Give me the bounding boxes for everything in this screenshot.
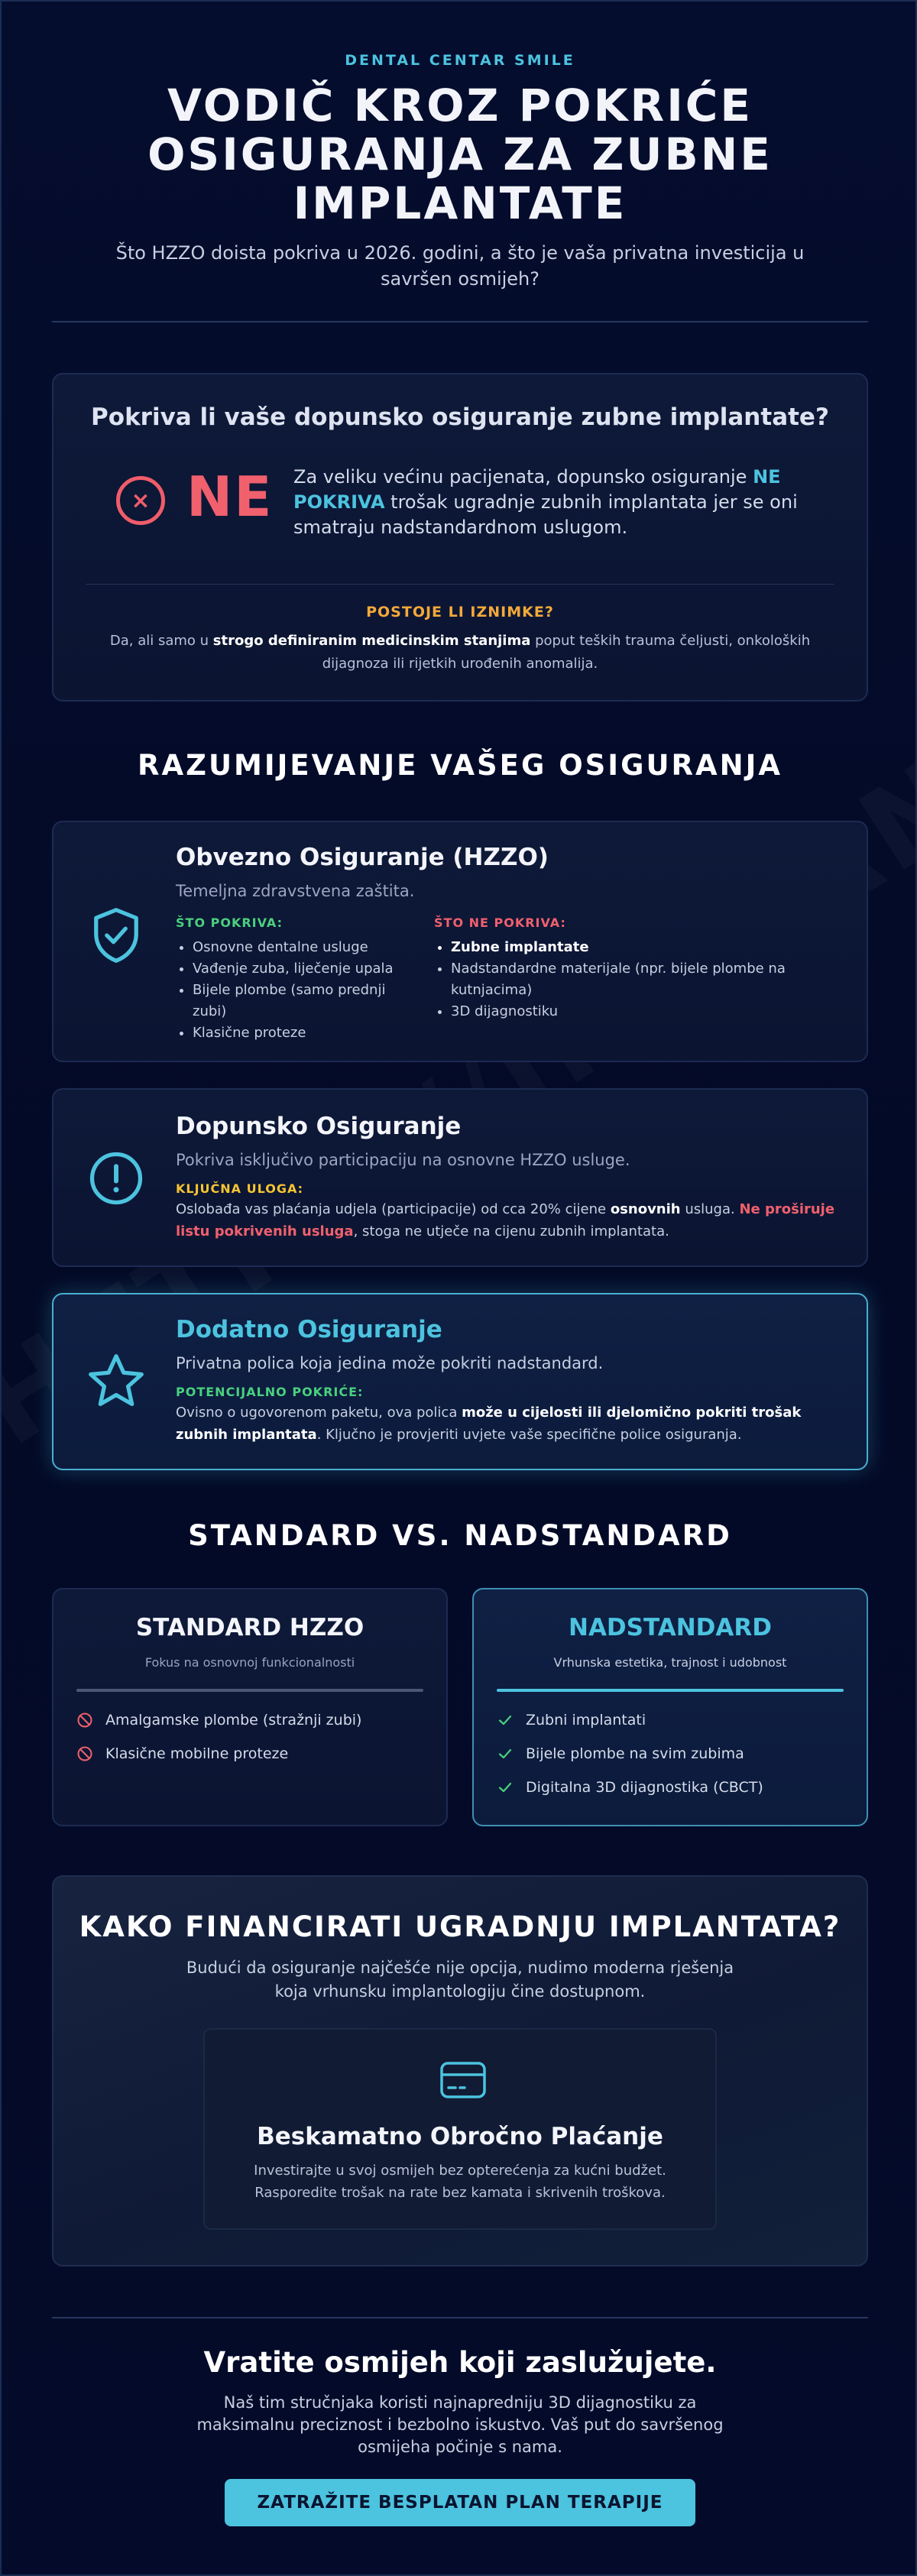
credit-card-icon bbox=[439, 2060, 488, 2100]
standard-item: Amalgamske plombe (stražnji zubi) bbox=[76, 1712, 361, 1729]
ban-icon bbox=[76, 1712, 93, 1729]
standard-subtitle: Fokus na osnovnoj funkcionalnosti bbox=[144, 1655, 355, 1670]
check-icon bbox=[497, 1779, 514, 1796]
alert-circle-icon bbox=[84, 1146, 148, 1210]
additional-description: Ovisno o ugovorenom paketu, ova polica može u cijelosti ili djelomično pokriti trošak zubnih implantata. Ključno je provjeriti uvjete vaše specifične police osiguranja. bbox=[176, 1405, 802, 1443]
supplementary-description: Oslobađa vas plaćanja udjela (participacije) od cca 20% cijene osnovnih usluga. Ne proširuje listu pokrivenih usluga, stoga ne utječe na cijenu zubnih implantata. bbox=[176, 1201, 835, 1239]
coverage-question: Pokriva li vaše dopunsko osiguranje zubne implantate? bbox=[91, 403, 829, 431]
cta-text: Naš tim stručnjaka koristi najnapredniju 3D dijagnostiku za maksimalnu preciznost i bezbolno iskustvo. Vaš put do savršenog osmijeha počinje s nama. bbox=[196, 2393, 724, 2456]
list-item: • Klasične proteze bbox=[193, 1022, 405, 1044]
shield-check-icon bbox=[84, 903, 148, 967]
premium-title: NADSTANDARD bbox=[569, 1614, 772, 1641]
not-covers-column bbox=[434, 912, 839, 1022]
additional-title: Dodatno Osiguranje bbox=[176, 1316, 442, 1343]
covers-column bbox=[176, 912, 405, 1044]
additional-subtitle: Privatna polica koja jedina može pokriti nadstandard. bbox=[176, 1354, 604, 1372]
potential-coverage-label: POTENCIJALNO POKRIĆE: bbox=[176, 1385, 364, 1399]
covers-label: ŠTO POKRIVA: bbox=[176, 915, 283, 930]
coverage-card bbox=[52, 373, 868, 702]
star-icon bbox=[84, 1350, 148, 1414]
header-divider bbox=[52, 321, 868, 322]
installment-text: Investirajte u svoj osmijeh bez opterećenja za kućni budžet. Rasporedite trošak na rate bez kamata i skrivenih troškova. bbox=[254, 2163, 666, 2201]
key-role-label: KLJUČNA ULOGA: bbox=[176, 1181, 304, 1196]
understanding-title: RAZUMIJEVANJE VAŠEG OSIGURANJA bbox=[138, 749, 783, 782]
coverage-divider bbox=[86, 584, 834, 585]
request-plan-button[interactable]: ZATRAŽITE BESPLATAN PLAN TERAPIJE bbox=[225, 2479, 695, 2526]
list-item: • Vađenje zuba, liječenje upala bbox=[193, 958, 405, 980]
cta-divider bbox=[52, 2317, 868, 2318]
list-item: • Osnovne dentalne usluge bbox=[193, 937, 405, 958]
supplementary-insurance-card bbox=[52, 1088, 868, 1267]
check-icon bbox=[497, 1712, 514, 1729]
coverage-answer: NE bbox=[186, 465, 274, 529]
supplementary-subtitle: Pokriva isključivo participaciju na osnovne HZZO usluge. bbox=[176, 1151, 630, 1169]
installment-title: Beskamatno Obročno Plaćanje bbox=[257, 2123, 663, 2150]
mandatory-subtitle: Temeljna zdravstvena zaštita. bbox=[176, 882, 415, 900]
exceptions-text: Da, ali samo u strogo definiranim medicinskim stanjima poput teških trauma čeljusti, onkoloških dijagnoza ili rijetkih urođenih anomalija. bbox=[109, 633, 811, 672]
list-item: • Bijele plombe (samo prednji zubi) bbox=[193, 980, 405, 1022]
premium-divider bbox=[497, 1689, 844, 1692]
ban-icon bbox=[76, 1745, 93, 1762]
not-covered-highlight: NE POKRIVA bbox=[293, 466, 781, 513]
coverage-explanation: Za veliku većinu pacijenata, dopunsko osiguranje NE POKRIVA trošak ugradnje zubnih implantata jer se oni smatraju nadstandardnom uslugom. bbox=[293, 466, 798, 538]
mandatory-title: Obvezno Osiguranje (HZZO) bbox=[176, 844, 549, 871]
premium-item: Digitalna 3D dijagnostika (CBCT) bbox=[497, 1779, 763, 1796]
mandatory-insurance-card bbox=[52, 821, 868, 1062]
not-covers-label: ŠTO NE POKRIVA: bbox=[434, 915, 566, 930]
standard-item: Klasične mobilne proteze bbox=[76, 1745, 288, 1762]
financing-card bbox=[52, 1875, 868, 2267]
installment-card bbox=[203, 2028, 717, 2230]
page-title: VODIČ KROZ POKRIĆE OSIGURANJA ZA ZUBNE IMPLANTATE bbox=[147, 79, 773, 229]
premium-card bbox=[472, 1588, 868, 1826]
standard-card bbox=[52, 1588, 448, 1826]
supplementary-title: Dopunsko Osiguranje bbox=[176, 1113, 462, 1140]
list-item: • 3D dijagnostiku bbox=[451, 1001, 839, 1022]
additional-insurance-card bbox=[52, 1293, 868, 1470]
x-circle-icon: × bbox=[116, 476, 165, 525]
premium-item: Zubni implantati bbox=[497, 1712, 646, 1729]
list-item: • Nadstandardne materijale (npr. bijele plombe na kutnjacima) bbox=[451, 958, 839, 1001]
premium-subtitle: Vrhunska estetika, trajnost i udobnost bbox=[553, 1655, 787, 1670]
financing-title: KAKO FINANCIRATI UGRADNJU IMPLANTATA? bbox=[79, 1910, 841, 1943]
cta-title: Vratite osmijeh koji zaslužujete. bbox=[203, 2346, 717, 2379]
premium-item: Bijele plombe na svim zubima bbox=[497, 1745, 744, 1762]
standard-title: STANDARD HZZO bbox=[135, 1614, 365, 1641]
financing-subtitle: Budući da osiguranje najčešće nije opcija, nudimo moderna rješenja koja vrhunsku implantologiju čine dostupnom. bbox=[186, 1959, 734, 2001]
check-icon bbox=[497, 1745, 514, 1762]
standard-divider bbox=[76, 1689, 423, 1692]
list-item: • Zubne implantate bbox=[451, 937, 839, 958]
exceptions-title: POSTOJE LI IZNIMKE? bbox=[366, 604, 554, 621]
brand-name: DENTAL CENTAR SMILE bbox=[345, 52, 575, 69]
comparison-title: STANDARD VS. NADSTANDARD bbox=[188, 1519, 732, 1552]
page-subtitle: Što HZZO doista pokriva u 2026. godini, a što je vaša privatna investicija u savršen osmijeh? bbox=[115, 242, 805, 290]
